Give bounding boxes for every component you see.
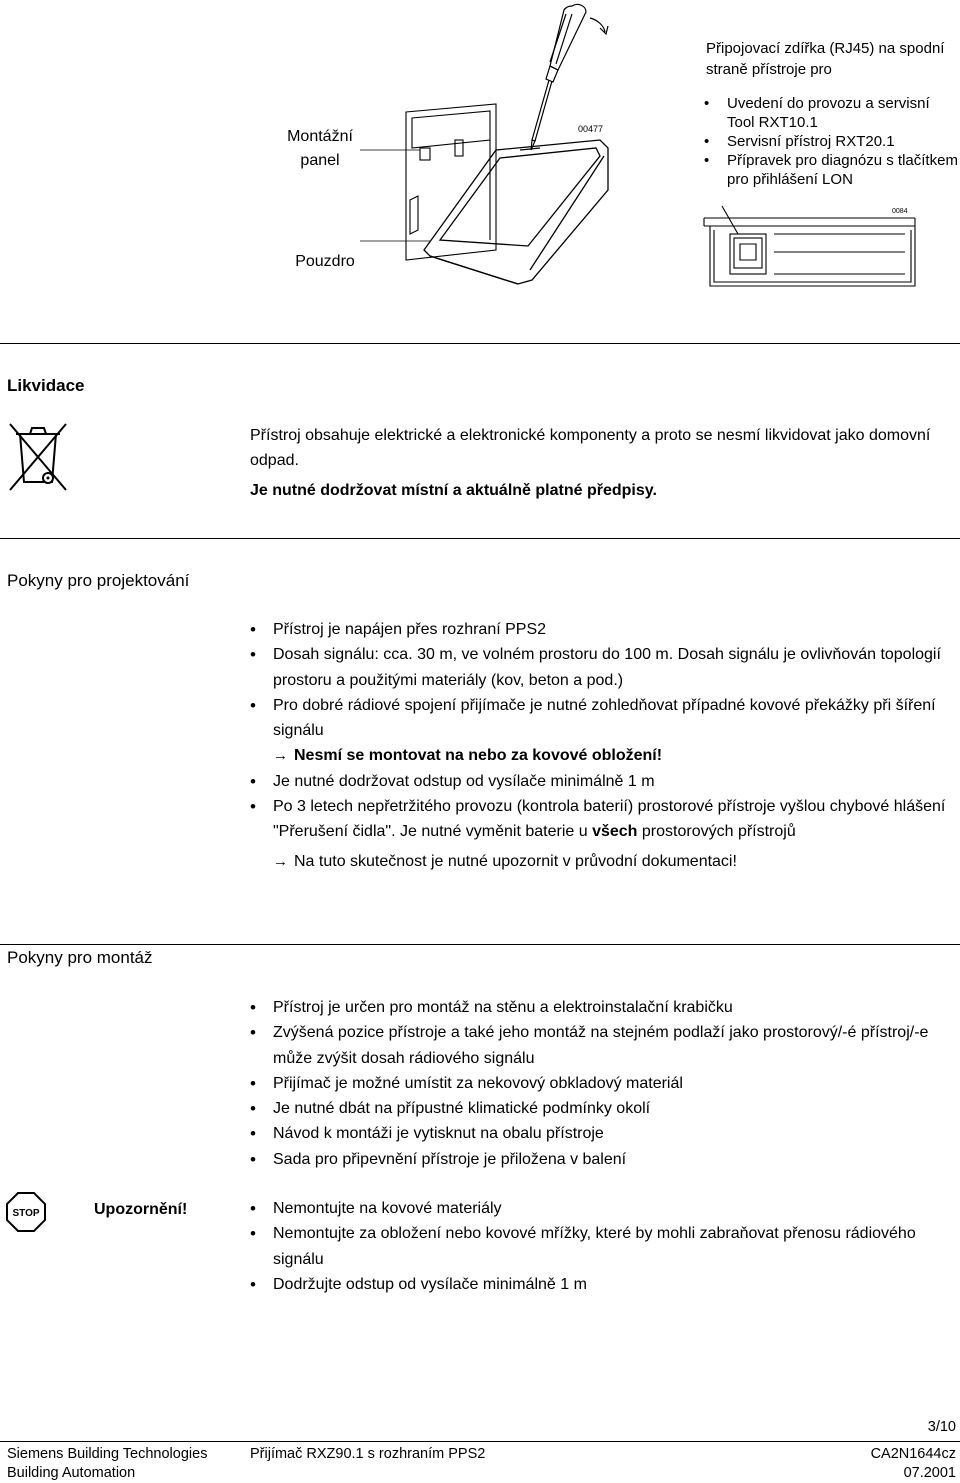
footer-rule bbox=[0, 1441, 960, 1442]
battery-text-a: Po 3 letech nepřetržitého provozu (kontrola baterií) prostorové přístroje vyšlou chybové hlášení "Přerušení čidla". Je nutné vyměnit baterie u bbox=[273, 798, 946, 841]
planning-item-battery bbox=[250, 794, 960, 874]
footer-product: Přijímač RXZ90.1 s rozhraním PPS2 bbox=[250, 1446, 486, 1462]
case-label: Pouzdro bbox=[295, 253, 355, 270]
mounting-list bbox=[250, 995, 960, 1172]
connector-intro: Připojovací zdířka (RJ45) na spodní straně přístroje pro bbox=[706, 40, 945, 78]
connector-item-service-device: • Servisní přístroj RXT20.1 bbox=[702, 132, 960, 151]
mounting-item: • Sada pro připevnění přístroje je přiložena v balení bbox=[250, 1147, 960, 1172]
device-case-drawing bbox=[424, 140, 608, 284]
warning-label: Upozornění! bbox=[94, 1201, 188, 1218]
planning-item-battery-note bbox=[273, 849, 960, 874]
footer-left bbox=[7, 1445, 207, 1483]
footer-division: Building Automation bbox=[7, 1465, 136, 1481]
radio-note-text: Nesmí se montovat na nebo za kovové obložení! bbox=[294, 747, 663, 765]
planning-item-range: • Dosah signálu: cca. 30 m, ve volném prostoru do 100 m. Dosah signálu je ovlivňován topologií prostoru a použitými materiály (kov, beton a pod.) bbox=[250, 642, 960, 693]
rj45-connector-illustration bbox=[700, 200, 925, 292]
mounting-item: • Přístroj je určen pro montáž na stěnu a elektroinstalační krabičku bbox=[250, 995, 960, 1020]
disposal-note: Je nutné dodržovat místní a aktuálně platné předpisy. bbox=[250, 482, 657, 499]
montage-panel-label bbox=[270, 125, 370, 173]
stop-sign-icon bbox=[6, 1192, 46, 1232]
warning-list bbox=[250, 1196, 960, 1297]
planning-rule bbox=[0, 538, 960, 539]
device-installation-illustration bbox=[400, 0, 615, 292]
mounting-item: • Je nutné dbát na přípustné klimatické podmínky okolí bbox=[250, 1096, 960, 1121]
connector-item-diagnosis: • Přípravek pro diagnózu s tlačítkem pro přihlášení LON bbox=[702, 151, 960, 189]
arrow-right-icon: → bbox=[273, 747, 288, 765]
figure-code-2: 0084 bbox=[892, 208, 908, 215]
planning-item-power: • Přístroj je napájen přes rozhraní PPS2 bbox=[250, 617, 960, 642]
planning-item-radio bbox=[250, 693, 960, 769]
connector-item-commissioning-tool: • Uvedení do provozu a servisní Tool RXT10.1 bbox=[702, 94, 960, 132]
battery-text-b: prostorových přístrojů bbox=[637, 823, 796, 841]
battery-note-text: Na tuto skutečnost je nutné upozornit v průvodní dokumentaci! bbox=[294, 852, 737, 870]
footer-company: Siemens Building Technologies bbox=[7, 1446, 208, 1462]
disposal-rule bbox=[0, 343, 960, 344]
footer-doc-id: CA2N1644cz bbox=[870, 1446, 956, 1462]
planning-item-distance: • Je nutné dodržovat odstup od vysílače minimálně 1 m bbox=[250, 769, 960, 794]
footer-right bbox=[871, 1445, 956, 1483]
montage-label-line1: Montážní bbox=[287, 128, 353, 145]
figure-code-1: 00477 bbox=[578, 124, 604, 134]
planning-title: Pokyny pro projektování bbox=[7, 571, 190, 590]
planning-item-radio-note bbox=[273, 743, 960, 768]
planning-list bbox=[250, 617, 960, 874]
planning-item-radio-text: Pro dobré rádiové spojení přijímače je nutné zohledňovat případné kovové překážky při šíření signálu bbox=[273, 696, 936, 740]
mounting-item: • Přijímač je možné umístit za nekovový obkladový materiál bbox=[250, 1071, 960, 1096]
warning-item: • Dodržujte odstup od vysílače minimálně 1 m bbox=[250, 1272, 960, 1297]
footer-date: 07.2001 bbox=[903, 1465, 956, 1481]
battery-text-bold: všech bbox=[592, 823, 638, 841]
page-number: 3/10 bbox=[927, 1419, 956, 1435]
mounting-rule bbox=[0, 944, 960, 945]
connector-list bbox=[702, 94, 960, 189]
mounting-title: Pokyny pro montáž bbox=[7, 948, 153, 967]
stop-sign-text: STOP bbox=[12, 1208, 40, 1219]
disposal-title: Likvidace bbox=[7, 376, 85, 395]
mounting-item: • Návod k montáži je vytisknut na obalu přístroje bbox=[250, 1121, 960, 1146]
mounting-item: • Zvýšená pozice přístroje a také jeho montáž na stejném podlaží jako prostorový/-é přístroj/-e může zvýšit dosah rádiového signálu bbox=[250, 1020, 960, 1071]
disposal-text: Přístroj obsahuje elektrické a elektronické komponenty a proto se nesmí likvidovat jako domovní odpad. bbox=[250, 427, 931, 469]
warning-item: • Nemontujte na kovové materiály bbox=[250, 1196, 960, 1221]
crossed-bin-icon bbox=[4, 420, 72, 494]
warning-item: • Nemontujte za obložení nebo kovové mřížky, které by mohli zabraňovat přenosu rádiového signálu bbox=[250, 1221, 960, 1272]
arrow-right-icon: → bbox=[273, 852, 288, 870]
montage-label-line2: panel bbox=[300, 152, 340, 169]
